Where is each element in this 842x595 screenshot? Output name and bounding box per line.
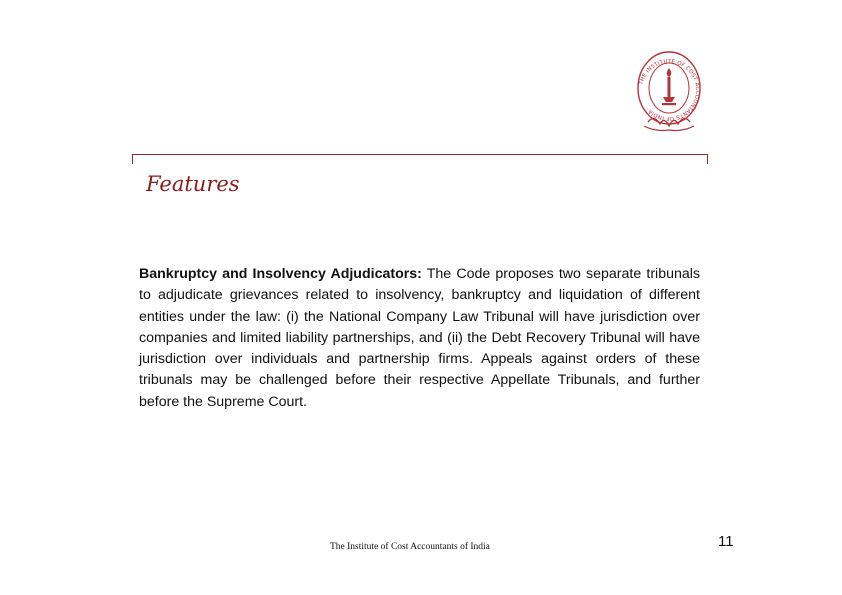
- paragraph-term: Bankruptcy and Insolvency Adjudicators:: [139, 266, 422, 282]
- footer-text: The Institute of Cost Accountants of India: [330, 542, 490, 552]
- institute-seal-icon: [636, 44, 702, 136]
- slide-title: Features: [146, 172, 240, 196]
- header-rule: [132, 154, 708, 165]
- paragraph-text: The Code proposes two separate tribunals to adjudicate grievances related to insolvency, bankruptcy and liquidation of different entities under the law: (i) the National Company Law Tribunal will have jurisdiction over companies and limited liability partnerships, and (ii) the Debt Recovery Tribunal will have jurisdiction over individuals and partnership firms. Appeals against orders of these tribunals may be challenged before their respective Appellate Tribunals, and further before the Supreme Court.: [139, 266, 701, 410]
- seal-ring-text: THE INSTITUTE OF COST ACCOUNTANTS OF INDIA: [638, 58, 701, 122]
- page-number: 11: [718, 533, 734, 550]
- body-paragraph: [139, 264, 700, 413]
